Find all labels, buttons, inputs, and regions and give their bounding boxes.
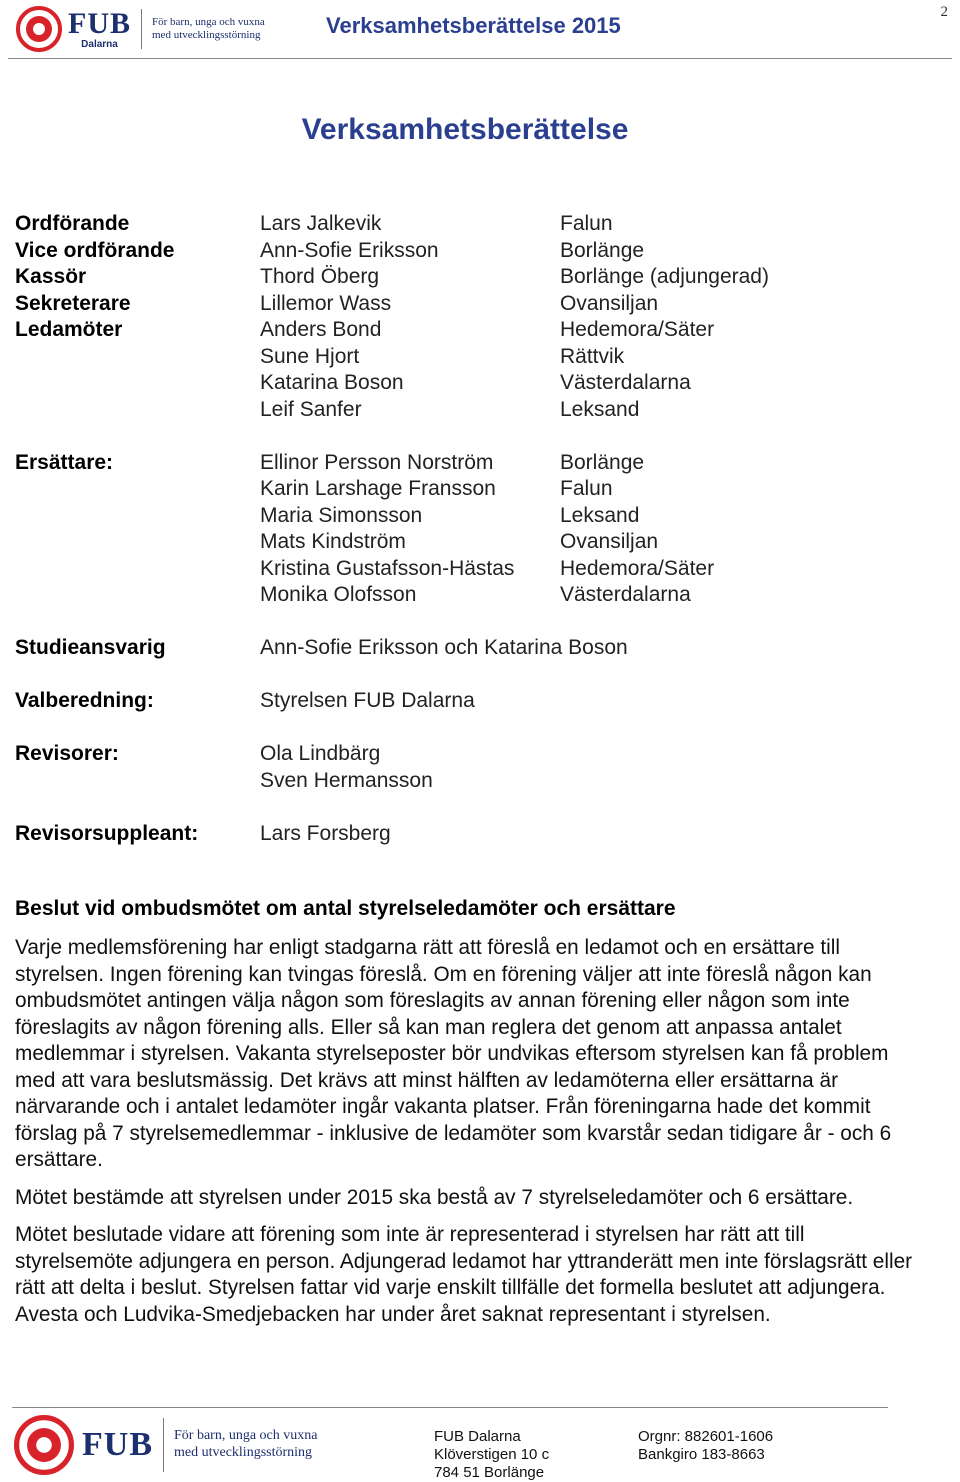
member-name: Maria Simonsson — [260, 503, 423, 527]
fub-logo — [16, 6, 265, 52]
decision-paragraph: Varje medlemsförening har enligt stadgarna rätt att föreslå en ledamot och en ersättare till styrelsen. Ingen förening kan tvingas föreslå. Om en förening väljer att inte föreslå någon kan ombudsmötet antingen välja någon som föreslagits av annan förening eller någon som inte föreslagits av någon förening alls. Eller så kan man reglera det genom att anpassa antalet medlemmar i styrelsen. Vakanta styrelseposter bör undvikas eftersom styrelsen kan få problem med att vara beslutsmässig. Det krävs att minst hälften av ledamöterna eller ersättarna är närvarande och i antalet ledamöter ingår vakanta platser. Från föreningarna hade det kommit förslag på 7 styrelsemedlemmar - inklusive de ledamöter som kvarstår sedan tidigare år - och 6 ersättare. — [15, 936, 892, 1171]
member-name: Thord Öberg — [260, 265, 380, 288]
header-divider — [8, 58, 952, 59]
logo-tagline-2: med utvecklingsstörning — [152, 29, 261, 41]
page-header — [0, 0, 960, 62]
auditors-label: Revisorer: — [15, 742, 119, 765]
member-name: Monika Olofsson — [260, 583, 417, 606]
page-number: 2 — [940, 4, 948, 20]
page-footer — [0, 1400, 960, 1481]
study-value: Ann-Sofie Eriksson och Katarina Boson — [260, 636, 628, 659]
header-title: Verksamhetsberättelse 2015 — [326, 13, 621, 38]
footer-divider — [12, 1407, 888, 1408]
role-label: Ersättare: — [15, 450, 114, 474]
footer-bankgiro: Bankgiro 183-8663 — [638, 1446, 765, 1463]
decision-paragraph: Mötet beslutade vidare att förening som inte är representerad i styrelsen har rätt att till styrelsemöte adjungera en person. Adjungerad ledamot har yttranderätt men inte förslagsrätt eller rätt att delta i beslut. Styrelsen fattar vid varje enskilt tillfälle det formella beslutet att adjungera. Avesta och Ludvika-Smedjebacken har under året saknat representant i styrelsen. — [15, 1223, 913, 1326]
member-place: Leksand — [560, 397, 640, 421]
footer-fub-logo — [14, 1414, 317, 1476]
member-name: Lars Jalkevik — [260, 212, 382, 235]
footer-orgnr: Orgnr: 882601-1606 — [638, 1428, 774, 1445]
auditor-name: Ola Lindbärg — [260, 742, 381, 765]
role-label: Ledamöter — [15, 318, 123, 341]
footer-registration — [638, 1428, 773, 1464]
study-label: Studieansvarig — [15, 636, 166, 659]
member-place: Rättvik — [560, 344, 625, 368]
deputy-auditor-value: Lars Forsberg — [260, 821, 391, 845]
decision-body — [15, 935, 915, 1339]
member-name: Karin Larshage Fransson — [260, 477, 496, 500]
member-name: Sune Hjort — [260, 344, 360, 368]
member-name: Lillemor Wass — [260, 291, 392, 315]
logo-tagline-1: För barn, unga och vuxna — [152, 15, 265, 28]
footer-address — [434, 1428, 549, 1482]
member-place: Borlänge — [560, 238, 645, 262]
decision-paragraph: Mötet bestämde att styrelsen under 2015 ska bestå av 7 styrelseledamöter och 6 ersättare. — [15, 1185, 854, 1209]
page-title: Verksamhetsberättelse — [301, 113, 629, 146]
deputy-auditor-label: Revisorsuppleant: — [15, 821, 199, 845]
role-label: Kassör — [15, 265, 87, 288]
footer-logo-fub-text: FUB — [82, 1426, 153, 1463]
member-name: Mats Kindström — [260, 530, 406, 553]
footer-tagline-2: med utvecklingsstörning — [174, 1445, 313, 1460]
member-place: Leksand — [560, 503, 640, 527]
member-name: Ellinor Persson Norström — [260, 450, 494, 474]
footer-tagline-1: För barn, unga och vuxna — [174, 1428, 318, 1444]
fub-emblem-icon — [16, 6, 62, 52]
member-place: Borlänge (adjungerad) — [560, 265, 769, 288]
member-place: Västerdalarna — [560, 583, 691, 606]
member-place: Ovansiljan — [560, 530, 659, 553]
role-label: Vice ordförande — [15, 238, 175, 262]
member-place: Borlänge — [560, 450, 645, 474]
decision-heading: Beslut vid ombudsmötet om antal styrelseledamöter och ersättare — [15, 897, 676, 920]
member-place: Ovansiljan — [560, 291, 659, 315]
member-place: Falun — [560, 477, 613, 500]
logo-fub-text: FUB — [68, 6, 131, 40]
role-label: Ordförande — [15, 212, 130, 235]
footer-postal: 784 51 Borlänge — [434, 1464, 545, 1481]
footer-org-name: FUB Dalarna — [434, 1428, 521, 1445]
member-place: Hedemora/Säter — [560, 318, 715, 341]
footer-street: Klöverstigen 10 c — [434, 1446, 550, 1463]
member-name: Leif Sanfer — [260, 397, 362, 421]
logo-region-text: Dalarna — [81, 38, 118, 50]
auditor-name: Sven Hermansson — [260, 768, 433, 792]
member-name: Kristina Gustafsson-Hästas — [260, 556, 515, 580]
member-place: Falun — [560, 212, 613, 235]
member-place: Västerdalarna — [560, 371, 691, 394]
fub-emblem-icon — [14, 1415, 74, 1475]
member-name: Anders Bond — [260, 318, 382, 341]
nomination-value: Styrelsen FUB Dalarna — [260, 689, 475, 712]
member-name: Ann-Sofie Eriksson — [260, 238, 439, 262]
member-name: Katarina Boson — [260, 371, 404, 394]
member-place: Hedemora/Säter — [560, 556, 715, 580]
nomination-label: Valberedning: — [15, 689, 154, 712]
role-label: Sekreterare — [15, 291, 131, 315]
